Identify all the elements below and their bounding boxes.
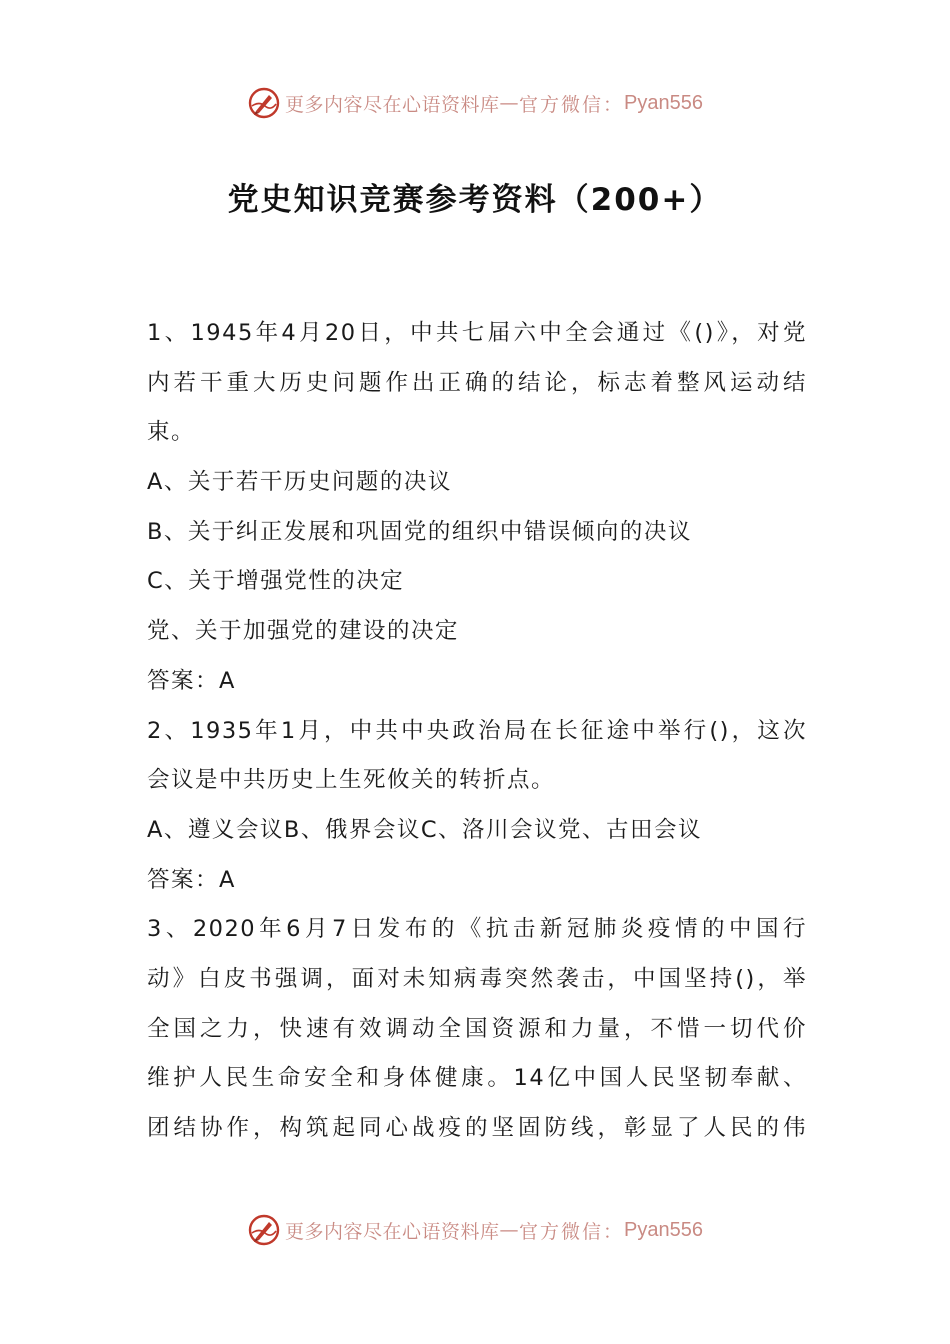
header-wechat-label: 官方微信： — [519, 93, 625, 116]
pen-logo-icon — [247, 1213, 281, 1247]
pen-logo-icon — [247, 86, 281, 120]
text-line: 会议是中共历史上生死攸关的转折点。 — [147, 767, 556, 794]
header-wechat-id: Pyan556 — [624, 91, 703, 114]
text-line: 维护人民生命安全和身体健康。14亿中国人民坚韧奉献、 — [147, 1065, 807, 1092]
footer-banner — [0, 1210, 950, 1250]
footer-wechat-label: 官方微信： — [519, 1220, 625, 1243]
text-line: A、关于若干历史问题的决议 — [147, 469, 452, 496]
header-dash: — — [499, 92, 520, 114]
text-line: 束。 — [147, 419, 196, 446]
footer-wechat-id: Pyan556 — [624, 1218, 703, 1241]
text-line: 3、2020年6月7日发布的《抗击新冠肺炎疫情的中国行 — [147, 916, 807, 943]
text-line: A、遵义会议B、俄界会议C、洛川会议党、古田会议 — [147, 816, 703, 843]
text-line: 党、关于加强党的建设的决定 — [147, 618, 460, 645]
text-line: 内若干重大历史问题作出正确的结论，标志着整风运动结 — [147, 369, 807, 396]
text-line: 答案：A — [147, 866, 236, 893]
text-line: 动》白皮书强调，面对未知病毒突然袭击，中国坚持()，举 — [147, 965, 807, 992]
text-line: 团结协作，构筑起同心战疫的坚固防线，彰显了人民的伟 — [147, 1115, 807, 1141]
document-body — [147, 309, 807, 1154]
header-banner — [0, 83, 950, 123]
text-line: C、关于增强党性的决定 — [147, 568, 405, 595]
text-line: B、关于纠正发展和巩固党的组织中错误倾向的决议 — [147, 518, 692, 545]
header-slogan: 更多内容尽在心语资料库 — [285, 93, 500, 116]
text-line: 1、1945年4月20日，中共七届六中全会通过《()》，对党 — [147, 320, 807, 346]
document-title: 党史知识竞赛参考资料（200+） — [227, 182, 723, 218]
text-line: 全国之力，快速有效调动全国资源和力量，不惜一切代价 — [147, 1015, 807, 1042]
text-line: 2、1935年1月，中共中央政治局在长征途中举行()，这次 — [147, 717, 807, 744]
footer-dash: — — [499, 1219, 520, 1241]
footer-slogan: 更多内容尽在心语资料库 — [285, 1220, 500, 1243]
text-line: 答案：A — [147, 667, 236, 694]
